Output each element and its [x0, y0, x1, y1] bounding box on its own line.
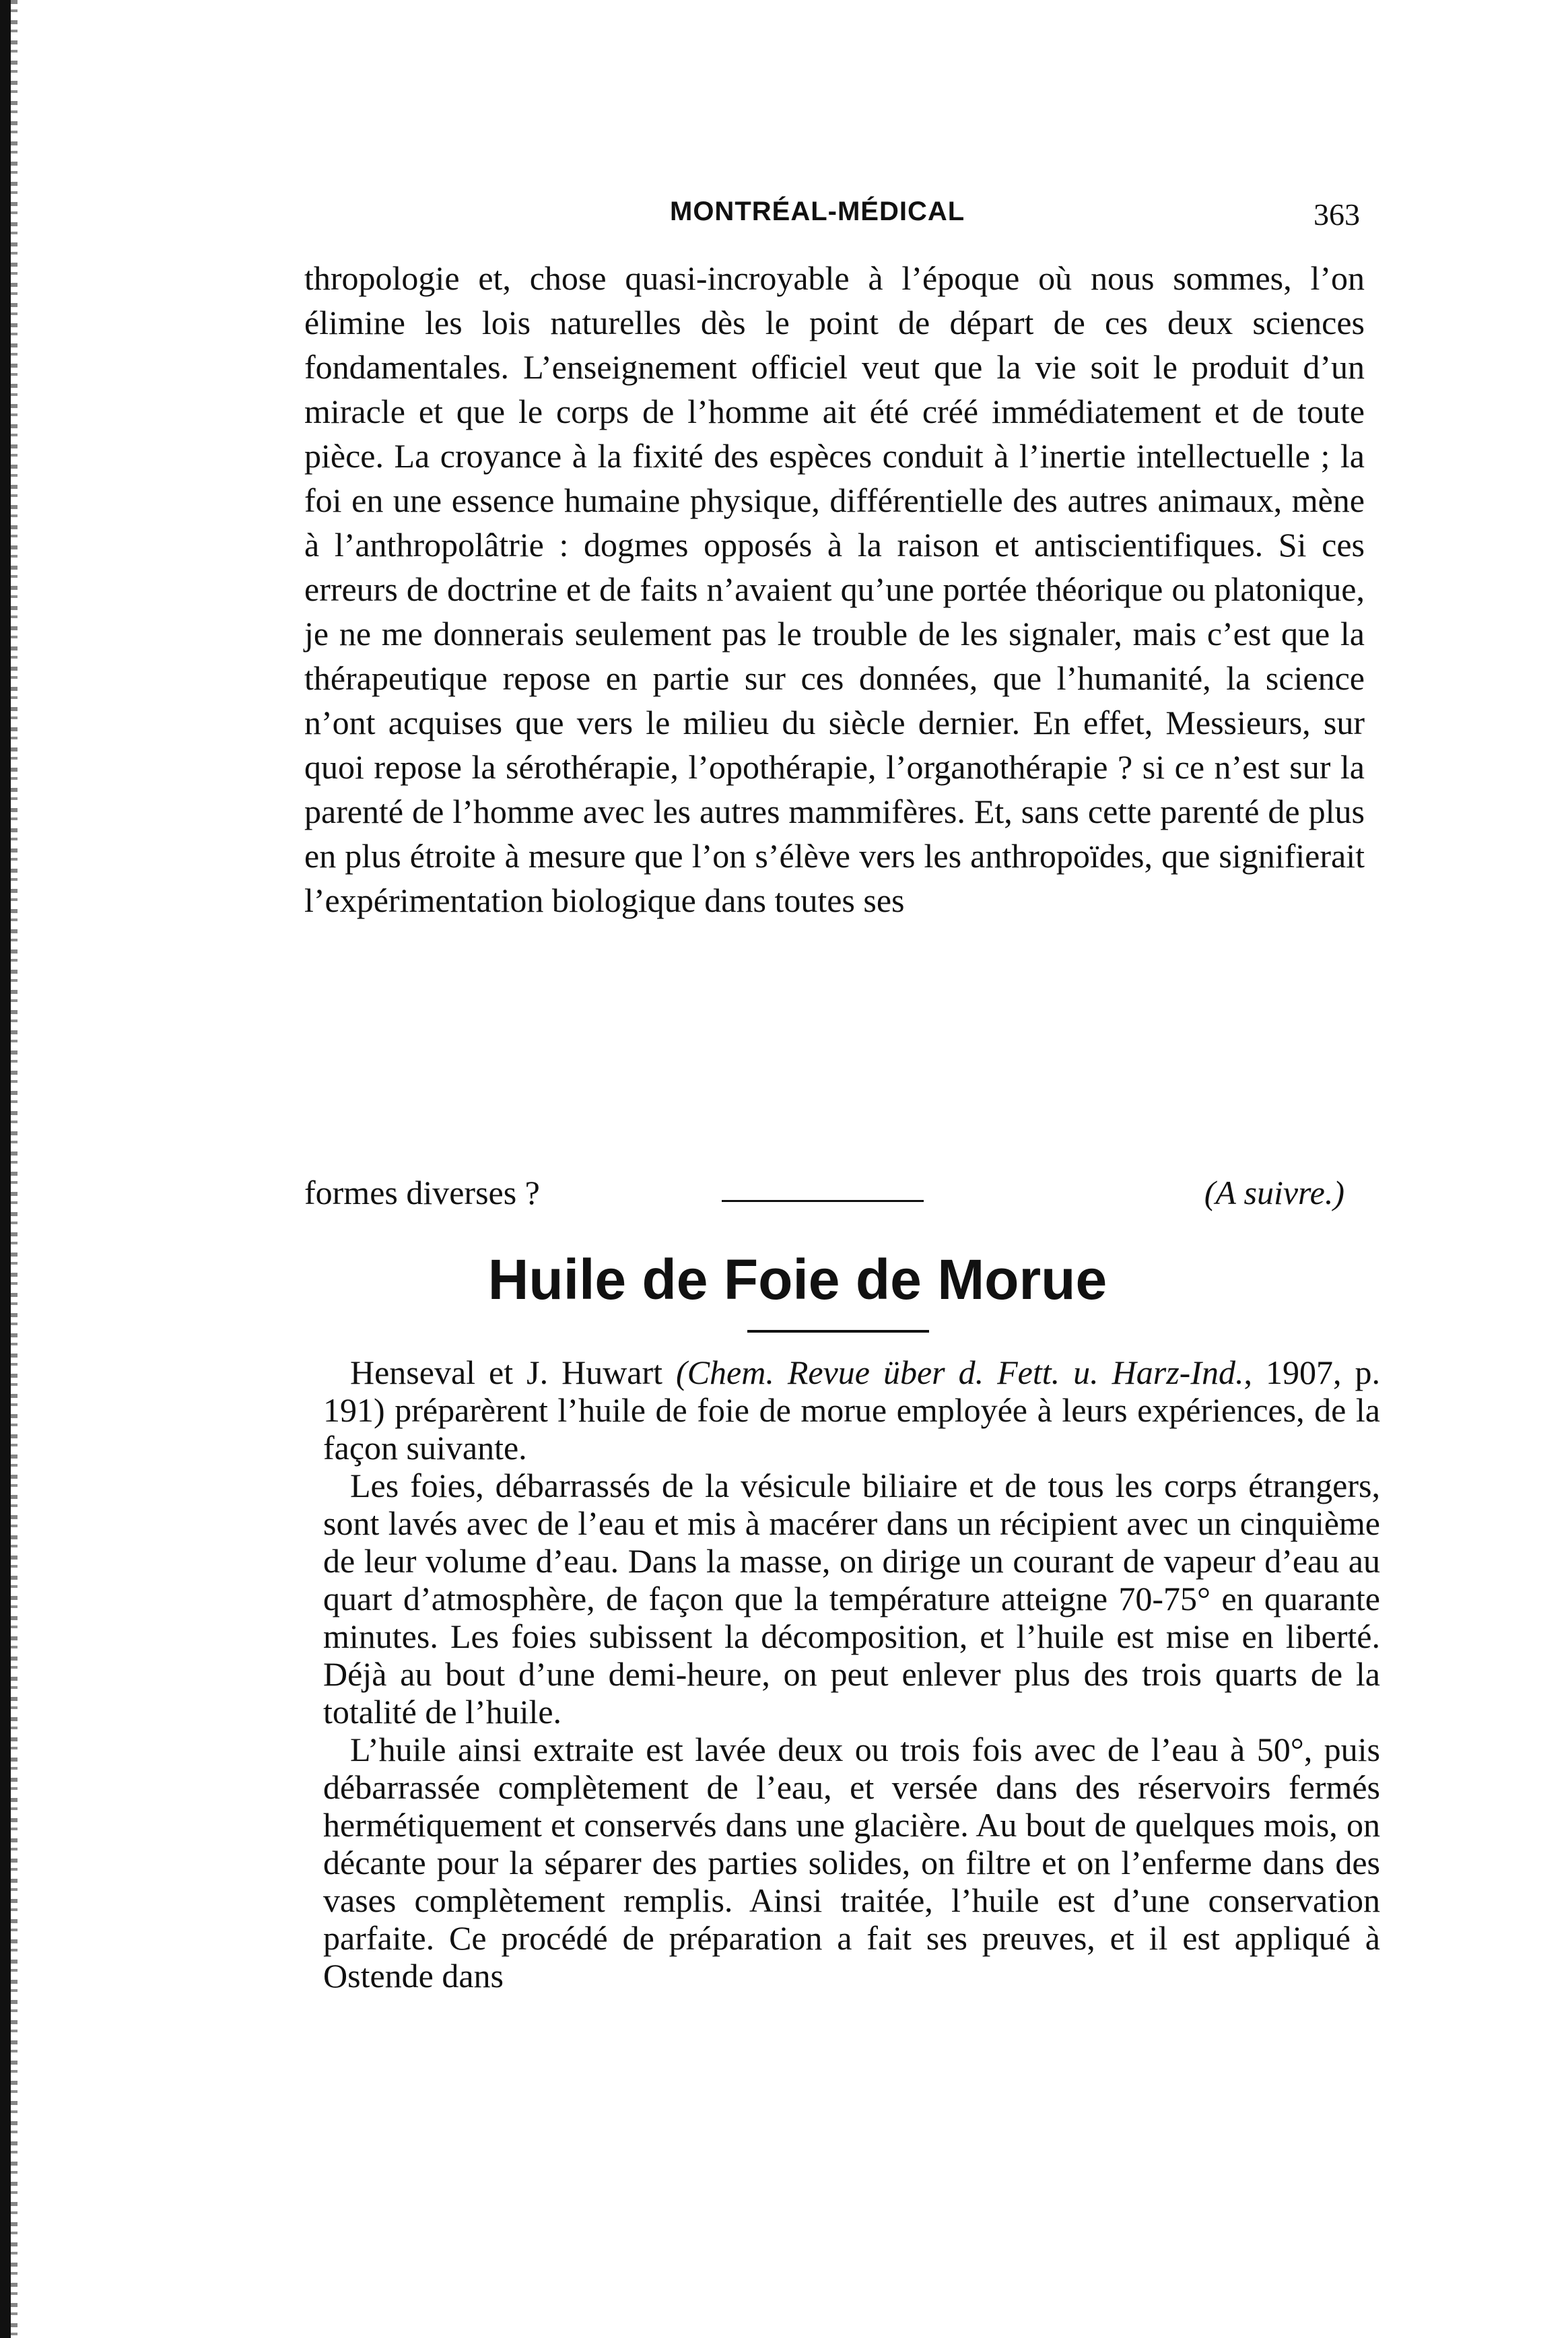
article-body: [323, 1354, 1380, 1995]
running-head: MONTRÉAL-MÉDICAL: [670, 197, 965, 226]
page-header: [310, 197, 1360, 237]
paragraph-1-start: Henseval et J. Huwart: [350, 1354, 677, 1391]
continued-paragraph: thropologie et, chose quasi-incroyable à l’époque où nous sommes, l’on élimine les lois naturelles dès le point de départ de ces deux sciences fondamentales. L’enseignement officiel veut que la vie soit le produit d’un miracle et que le corps de l’homme ait été créé immédiatement et de toute pièce. La croyance à la fixité des espèces conduit à l’inertie intellectuelle ; la foi en une essence humaine physique, différentielle des autres animaux, mène à l’anthropolâtrie : dogmes opposés à la raison et antiscientifiques. Si ces erreurs de doctrine et de faits n’avaient qu’une portée théorique ou platonique, je ne me donnerais seulement pas le trouble de les signaler, mais c’est que la thérapeutique repose en partie sur ces données, que l’humanité, la science n’ont acquises que vers le milieu du siècle dernier. En effet, Messieurs, sur quoi repose la sérothérapie, l’opothérapie, l’organothérapie ? si ce n’est sur la parenté de l’homme avec les autres mammifères. Et, sans cette parenté de plus en plus étroite à mesure que l’on s’élève vers les anthropoïdes, que signifierait l’expérimentation biologique dans toutes ses: [304, 259, 1365, 919]
binding-edge-texture: [11, 0, 18, 2338]
article-paragraph-1: [323, 1354, 1380, 1467]
closing-rule: [722, 1200, 924, 1202]
article-title: Huile de Foie de Morue: [487, 1248, 1107, 1311]
binding-edge: [0, 0, 11, 2338]
page-number: 363: [1314, 197, 1360, 232]
paragraph-1-citation: (Chem. Revue über d. Fett. u. Harz-Ind.: [676, 1354, 1244, 1391]
closing-words: formes diverses ?: [304, 1174, 540, 1211]
continued-article-text: [304, 256, 1365, 923]
article-paragraph-3: L’huile ainsi extraite est lavée deux ou trois fois avec de l’eau à 50°, puis débarrassée complètement de l’eau, et versée dans des réservoirs fermés hermétiquement et conservés dans une glacière. Au bout de quelques mois, on décante pour la séparer des parties solides, on filtre et on l’enferme dans des vases complètement remplis. Ainsi traitée, l’huile est d’une conservation parfaite. Ce procédé de préparation a fait ses preuves, et il est appliqué à Ostende dans: [323, 1731, 1380, 1995]
continued-article-closing: [304, 1170, 1365, 1215]
title-rule: [747, 1330, 929, 1333]
article-paragraph-2: Les foies, débarrassés de la vésicule biliaire et de tous les corps étrangers, sont lavés avec de l’eau et mis à macérer dans un récipient avec un cinquième de leur volume d’eau. Dans la masse, on dirige un courant de vapeur d’eau au quart d’atmosphère, de façon que la température atteigne 70-75° en quarante minutes. Les foies subissent la décomposition, et l’huile est mise en liberté. Déjà au bout d’une demi-heure, on peut enlever plus des trois quarts de la totalité de l’huile.: [323, 1467, 1380, 1731]
to-be-continued-note: (A suivre.): [1204, 1174, 1344, 1211]
paragraph-1-end: , 1907, p. 191) préparèrent l’huile de foie de morue employée à leurs expériences, de la façon suivante.: [323, 1354, 1380, 1467]
